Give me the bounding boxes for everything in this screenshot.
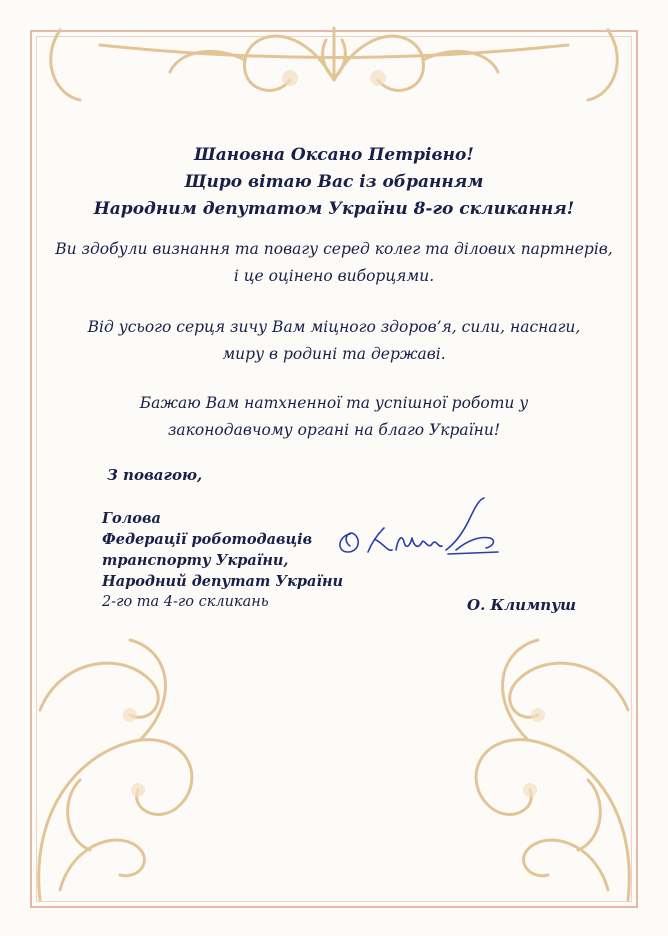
paragraph-line: Ви здобули визнання та повагу серед колег та ділових партнерів, [55, 240, 613, 258]
position-line: транспорту України, [102, 552, 289, 569]
paragraph-line: миру в родині та державі. [222, 345, 446, 363]
position-line: Народний депутат України [102, 573, 344, 590]
greeting-line-2: Щиро вітаю Вас із обранням [184, 172, 484, 192]
position-line: Голова [102, 510, 161, 527]
top-ornament [0, 0, 668, 130]
paragraph-1 [0, 236, 668, 290]
paragraph-2 [0, 314, 668, 368]
signer-name: О. Климпуш [467, 596, 577, 614]
paragraph-line: Від усього серця зичу Вам міцного здоров’я, сили, наснаги, [87, 318, 581, 336]
bottom-left-ornament [20, 630, 220, 930]
position-line: 2-го та 4-го скликань [102, 594, 269, 610]
position-line: Федерації роботодавців [102, 531, 313, 548]
paragraph-line: законодавчому органі на благо України! [167, 421, 501, 439]
paragraph-line: і це оцінено виборцями. [233, 267, 435, 285]
greeting-line-1: Шановна Оксано Петрівно! [194, 145, 474, 165]
bottom-right-ornament [448, 630, 648, 930]
greeting [0, 142, 668, 223]
paragraph-line: Бажаю Вам натхненної та успішної роботи у [139, 394, 529, 412]
signer-position [102, 508, 343, 613]
handwritten-signature [328, 494, 508, 574]
greeting-line-3: Народним депутатом України 8-го скликання! [93, 199, 575, 219]
closing-regards: З повагою, [107, 466, 203, 484]
paragraph-3 [0, 390, 668, 444]
